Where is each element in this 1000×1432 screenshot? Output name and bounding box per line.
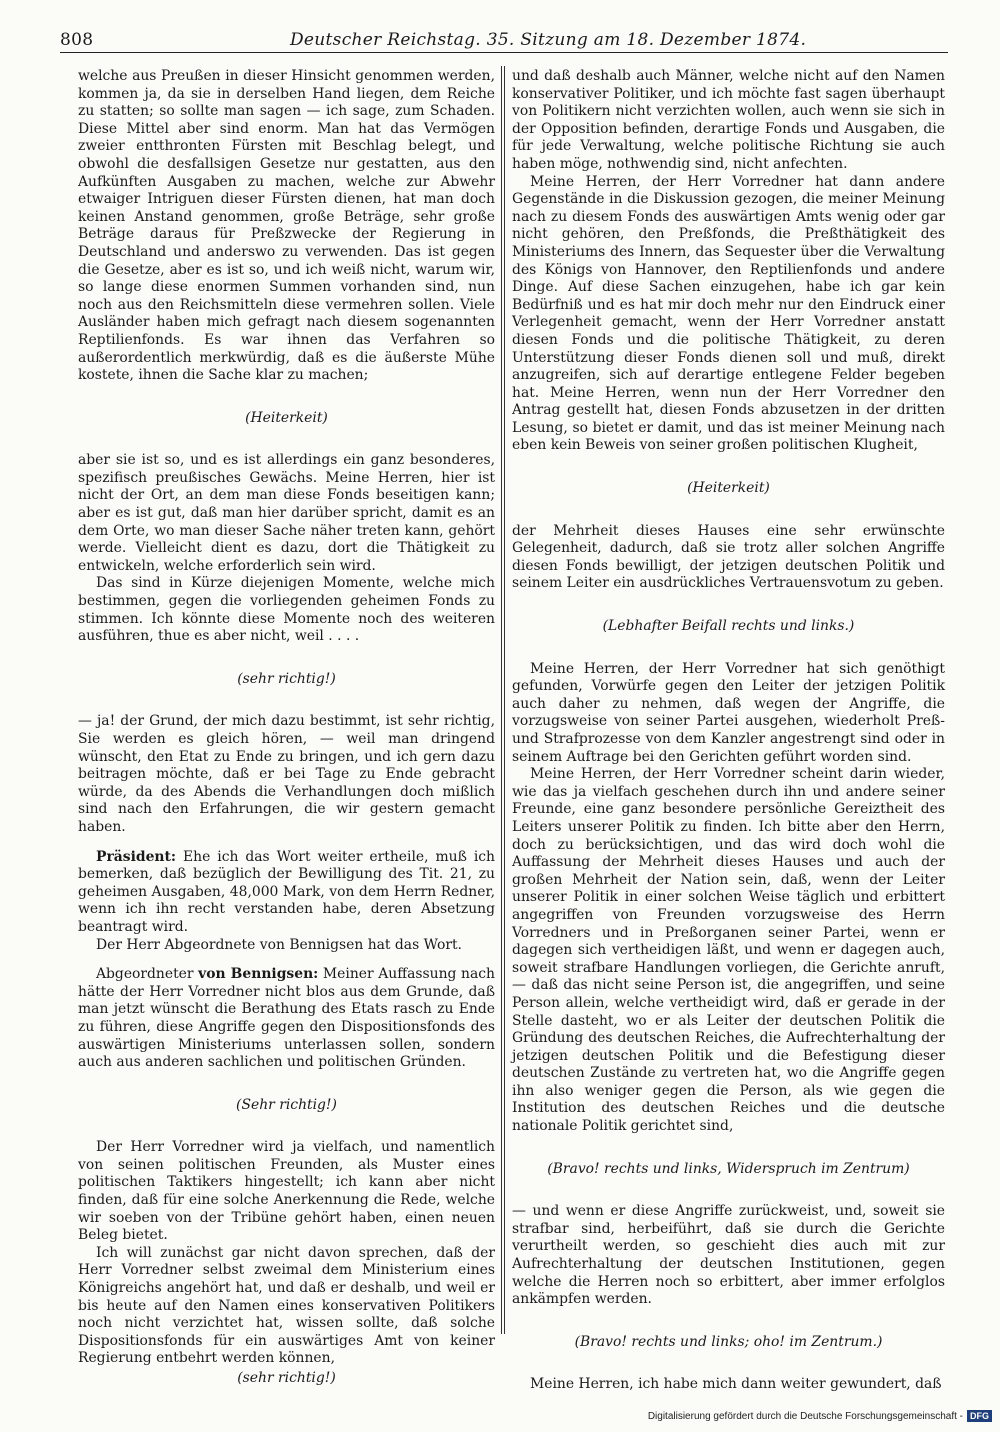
dfg-logo-icon: DFG bbox=[967, 1410, 992, 1422]
paragraph: welche aus Preußen in dieser Hinsicht genommen werden, kommen ja, da sie in derselben Hand liegen, dem Reiche zu statten; so sollte man sagen — ich sage, zum Schaden. Diese Mittel aber sind enorm. Man hat das Vermögen zweier entthronten Fürsten mit Beschlag belegt, und obwohl die desfallsigen Gesetze nur gestatten, aus den Aufkünften Ausgaben zu machen, welche zur Abwehr etwaiger Intriguen dieser Fürsten dienen, hat man doch keinen Anstand genommen, große Beträge, sehr große Beträge daraus für Preßzwecke der Regierung in Deutschland und anderswo zu verwenden. Das ist gegen die Gesetze, aber es ist so, und ich weiß nicht, warum wir, so lange diese enormen Summen vorhanden sind, nun noch aus den Reichsmitteln diese vermehren sollen. Viele Ausländer haben mich gefragt nach diesem sogenannten Reptilienfonds. Es war ihnen das Verfahren so außerordentlich merkwürdig, daß es die äußerste Mühe kostete, ihnen die Sache klar zu machen; bbox=[78, 68, 495, 384]
speaker-prefix: Abgeordneter bbox=[96, 966, 199, 983]
paragraph: Das sind in Kürze diejenigen Momente, welche mich bestimmen, gegen die vorliegenden geheimen Fonds zu stimmen. Ich könnte diese Momente noch des weiteren ausführen, thue es aber nicht, weil . . . . bbox=[78, 575, 495, 645]
reaction-note: (Heiterkeit) bbox=[245, 409, 328, 426]
president-paragraph bbox=[78, 849, 495, 937]
paragraph: Ich will zunächst gar nicht davon sprechen, daß der Herr Vorredner selbst zweimal dem Ministerium eines Königreichs angehört hat, und daß er deshalb, und weil er bis heute auf den Namen eines konservativen Politikers noch nicht verzichtet hat, wissen sollte, daß solche Dispositionsfonds für ein auswärtiges Amt von keiner Regierung entbehrt werden können, bbox=[78, 1244, 495, 1367]
paragraph: Meine Herren, ich habe mich dann weiter gewundert, daß bbox=[530, 1376, 942, 1393]
paragraph: Der Herr Abgeordnete von Bennigsen hat das Wort. bbox=[96, 936, 462, 953]
reaction-note: (sehr richtig!) bbox=[237, 670, 336, 687]
speaker-name: Präsident: bbox=[96, 848, 177, 865]
paragraph: Meine Herren, der Herr Vorredner scheint darin wieder, wie das ja vielfach geschehen durch ihn und andere seiner Freunde, eine ganz besondere persönliche Gereiztheit des Leiters unserer Politik zu finden. Ich bitte aber den Herrn, doch zu berücksichtigen, und das wird doch wohl die Auffassung der Mehrheit dieses Hauses und auch der großen Mehrheit der Nation sein, daß, wenn der Leiter unserer Politik in einer solchen Weise täglich und erbittert angegriffen von Freunden vorzugsweise des Herrn Vorredners und in Preßorganen seiner Partei, wenn er dagegen sich vertheidigen läßt, und wenn er dagegen auch, soweit strafbare Handlungen vorliegen, die Gerichte anruft, — daß das nicht seine Person ist, die angegriffen, und seine Person allein, welche vertheidigt wird, daß er gerade in der Stelle dasteht, wo er als Leiter der deutschen Politik die Gründung des deutschen Reiches, die Aufrechterhaltung der jetzigen deutschen Politik und die Befestigung dieser deutschen Zustände zu vertreten hat, wo die Angriffe gegen ihn also weniger gegen die Person, als wie gegen die Institution des deutschen Reiches und die deutsche nationale Politik gerichtet sind, bbox=[512, 766, 945, 1135]
page-header bbox=[60, 26, 940, 52]
reaction-note: (Bravo! rechts und links; oho! im Zentrum.) bbox=[574, 1333, 883, 1350]
paragraph: Meine Herren, der Herr Vorredner hat sich genöthigt gefunden, Vorwürfe gegen den Leiter der jetzigen Politik auch daher zu nehmen, daß wegen der Angriffe, die vorzugsweise von seiner Partei ausgehen, wiederholt Preß- und Strafprozesse von dem Kanzler angestrengt sind oder in seinem Auftrage bei den Gerichten geführt worden sind. bbox=[512, 660, 945, 765]
column-divider bbox=[501, 66, 502, 1334]
digitization-credit bbox=[648, 1410, 992, 1422]
paragraph: und daß deshalb auch Männer, welche nicht auf den Namen konservativer Politiker, und ich möchte fast sagen überhaupt von Politikern nicht verzichten wollen, auch wenn sie sich in der Opposition befinden, derartige Fonds und Ausgaben, die für jede Verwaltung, welche politische Richtung sie auch haben möge, nothwendig sind, nicht anfechten. bbox=[512, 68, 945, 172]
left-column bbox=[78, 68, 495, 1413]
paragraph: — und wenn er diese Angriffe zurückweist, und, soweit sie strafbar sind, herbeiführt, daß sie durch die Gerichte verurtheilt werden, so geschieht dies auch mit zur Aufrechterhaltung der deutschen Institutionen, gegen welche die Herren noch so erbittert, aber immer erfolglos ankämpfen werden. bbox=[512, 1203, 945, 1308]
paragraph: aber sie ist so, und es ist allerdings ein ganz besonderes, spezifisch preußisches Gewächs. Meine Herren, hier ist nicht der Ort, an dem man diese Fonds beseitigen kann; aber es ist gut, daß man hier darüber spricht, damit es an dem Orte, wo man dieser Sache näher treten kann, gehört werde. Vielleicht dient es dazu, dort die Thätigkeit zu entwickeln, welche erforderlich sein wird. bbox=[78, 452, 495, 574]
speaker-paragraph bbox=[78, 966, 495, 1072]
page-number: 808 bbox=[60, 30, 94, 50]
reaction-note: (Bravo! rechts und links, Widerspruch im Zentrum) bbox=[547, 1160, 910, 1177]
credit-text: Digitalisierung gefördert durch die Deutsche Forschungsgemeinschaft - bbox=[647, 1410, 963, 1422]
reaction-note: (sehr richtig!) bbox=[237, 1370, 336, 1386]
header-rule bbox=[60, 52, 948, 53]
reaction-note: (Sehr richtig!) bbox=[236, 1096, 337, 1113]
paragraph: — ja! der Grund, der mich dazu bestimmt, ist sehr richtig, Sie werden es gleich hören, — weil man dringend wünscht, den Etat zu Ende zu bringen, und ich gern dazu beitragen möchte, daß er bei Tage zu Ende gebracht würde, da des Abends die Verhandlungen doch mißlich sind nach den Erfahrungen, die wir gestern gemacht haben. bbox=[78, 713, 495, 835]
reaction-note: (Heiterkeit) bbox=[687, 480, 770, 497]
paragraph: Der Herr Vorredner wird ja vielfach, und namentlich von seinen politischen Freunden, als Muster eines politischen Taktikers hingestellt; ich kann aber nicht finden, daß für eine solche Anerkennung die Rede, welche wir soeben von der Tribüne gehört haben, einen neuen Beleg bietet. bbox=[78, 1139, 495, 1244]
speech-text: Ehe ich das Wort weiter ertheile, muß ich bemerken, daß bezüglich der Bewilligung des Tit. 21, zu geheimen Ausgaben, 48,000 Mark, von dem Herrn Redner, wenn ich ihn recht verstanden habe, deren Absetzung beantragt wird. bbox=[78, 848, 495, 935]
paragraph: der Mehrheit dieses Hauses eine sehr erwünschte Gelegenheit, dadurch, daß sie trotz aller solchen Angriffe diesen Fonds bewilligt, der jetzigen deutschen Politik und seinem Leiter ein ausdrückliches Vertrauensvotum zu geben. bbox=[512, 522, 945, 592]
right-column bbox=[512, 68, 945, 1394]
speech-text: Meiner Auffassung nach hätte der Herr Vorredner nicht blos aus dem Grunde, daß man jetzt wünscht die Berathung des Etats rasch zu Ende zu führen, diese Angriffe gegen den Dispositionsfonds des auswärtigen Ministeriums unterlassen sollen, sondern auch aus anderen sachlichen und politischen Gründen. bbox=[78, 966, 495, 1071]
paragraph: Meine Herren, der Herr Vorredner hat dann andere Gegenstände in die Diskussion gezogen, die meiner Meinung nach zu diesem Fonds des auswärtigen Amts wenig oder gar nicht gehören, den Preßfonds, die Preßthätigkeit des Ministeriums des Innern, das Sequester über die Verwaltung des Königs von Hannover, den Reptilienfonds und andere Dinge. Auf diese Sachen einzugehen, habe ich gar kein Bedürfniß und es hat mir doch mehr nur den Eindruck einer Verlegenheit gemacht, wenn der Herr Vorredner anstatt diesen Fonds und die politische Thätigkeit, zu deren Unterstützung dieser Fonds dienen soll und muß, direkt anzugreifen, sich auf derartige entlegene Felder begeben hat. Meine Herren, wenn nun der Herr Vorredner den Antrag gestellt hat, diesen Fonds abzusetzen in der dritten Lesung, so bietet er damit, und das ist meiner Meinung nach eben kein Beweis von seiner großen politischen Klugheit, bbox=[512, 173, 945, 454]
speaker-name: von Bennigsen: bbox=[198, 966, 319, 983]
running-title: Deutscher Reichstag. 35. Sitzung am 18. Dezember 1874. bbox=[290, 30, 807, 50]
reaction-note: (Lebhafter Beifall rechts und links.) bbox=[602, 618, 855, 635]
column-divider-second-line bbox=[504, 66, 505, 1334]
